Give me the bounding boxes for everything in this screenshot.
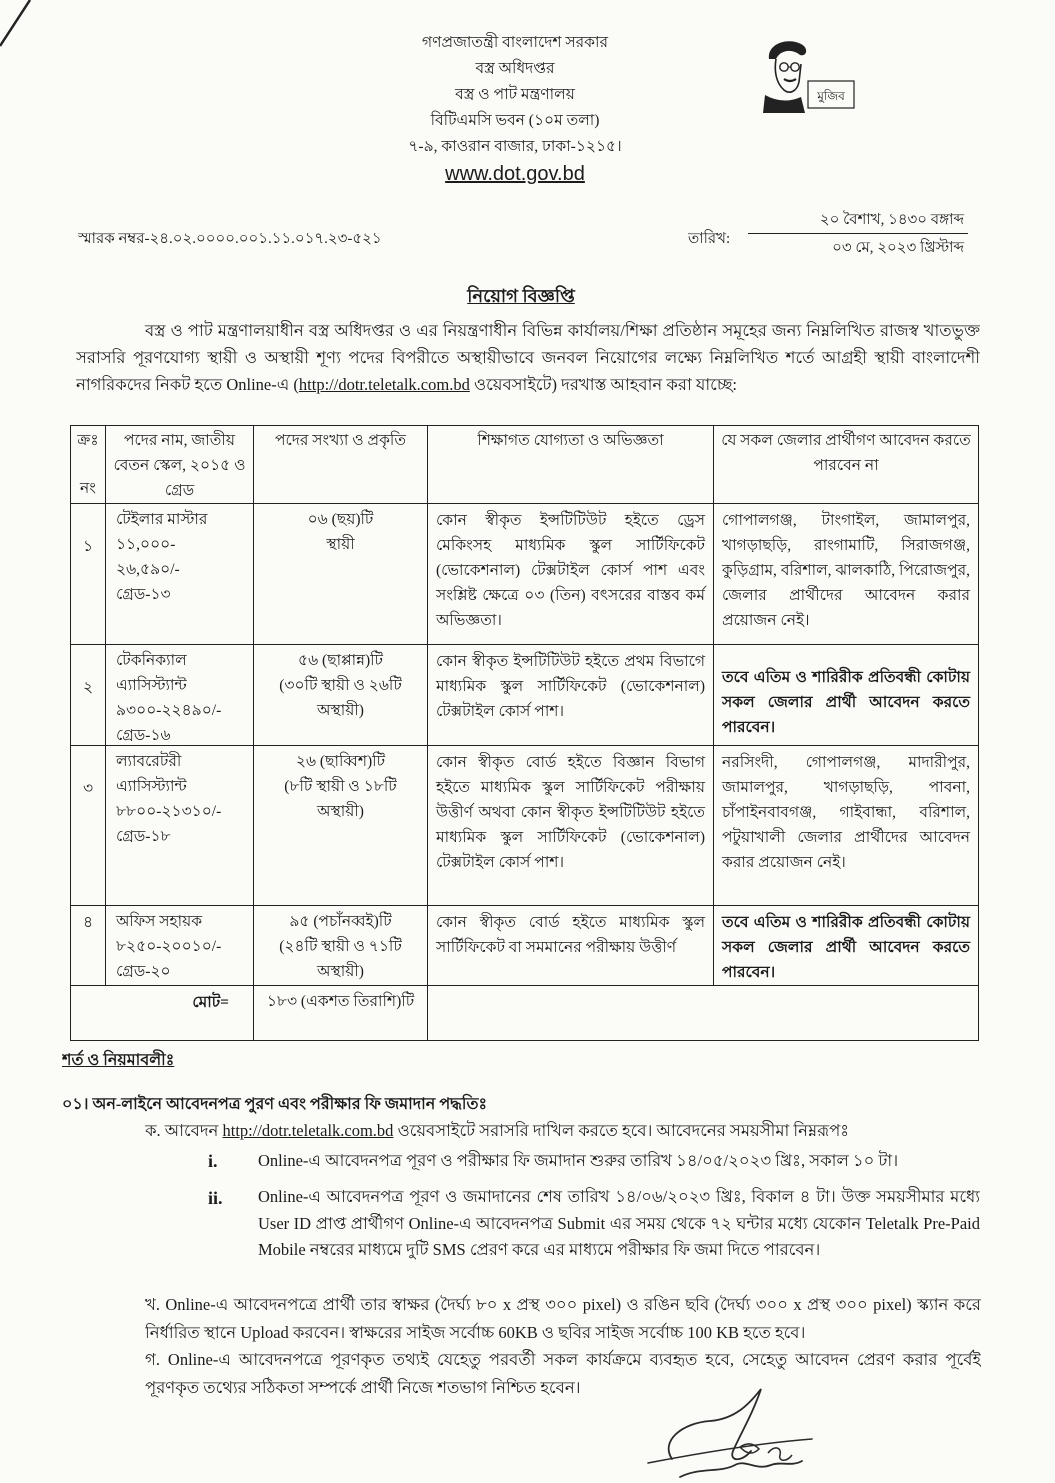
row-qualification: কোন স্বীকৃত ইন্সটিটিউট হইতে প্রথম বিভাগে মাধ্যমিক স্কুল সার্টিফিকেট (ভোকেশনাল) টেক্সটাইল কোর্স পাশ। — [428, 645, 714, 746]
date-bangla: ২০ বৈশাখ, ১৪৩০ বঙ্গাব্দ — [748, 208, 968, 234]
office-address: ৭-৯, কাওরান বাজার, ঢাকা-১২১৫। — [408, 138, 622, 155]
post-name-cont: এ্যাসিস্ট্যান্ট — [116, 677, 187, 694]
term-ka — [145, 1117, 983, 1145]
term-i-text: Online-এ আবেদনপত্র পূরণ ও পরীক্ষার ফি জমাদান শুরুর তারিখ ১৪/০৫/২০২৩ খ্রিঃ, সকাল ১০ টা। — [258, 1151, 899, 1170]
row-serial: ১ — [71, 504, 106, 645]
row-serial: ৪ — [71, 906, 106, 986]
post-name: টেকনিক্যাল — [116, 652, 187, 669]
post-count: ৫৬ (ছাপ্পান্ন)টি — [298, 652, 383, 669]
post-nature: (২৪টি স্থায়ী ও ৭১টি অস্থায়ী) — [279, 938, 402, 980]
total-value: ১৮৩ (একশত তিরাশি)টি — [254, 986, 428, 1041]
post-nature: (৮টি স্থায়ী ও ১৮টি অস্থায়ী) — [284, 778, 397, 820]
scan-edge-mark — [0, 0, 40, 50]
term-kha: খ. Online-এ আবেদনপত্রে প্রার্থী তার স্বাক্ষর (দৈর্ঘ্য ৮০ x প্রস্থ ৩০০ pixel) ও রঙিন ছবি (দৈর্ঘ্য ৩০০ x প্রস্থ ৩০০ pixel) স্ক্যান করে নির্ধারিত স্থানে Upload করবেন। স্বাক্ষরের সাইজ সর্বোচ্চ 60KB ও ছবির সাইজ সর্বোচ্চ 100 KB হতে হবে। — [145, 1295, 981, 1342]
ministry-name: বস্ত্র ও পাট মন্ত্রণালয় — [455, 86, 575, 103]
website-link: www.dot.gov.bd — [445, 163, 585, 185]
row-count — [254, 504, 428, 645]
post-count: ২৬ (ছাব্বিশ)টি — [295, 753, 386, 770]
row-qualification: কোন স্বীকৃত ইন্সটিটিউট হইতে ড্রেস মেকিংসহ মাধ্যমিক স্কুল সার্টিফিকেট (ভোকেশনাল) টেক্সটাইল কোর্স পাশ এবং সংশ্লিষ্ট ক্ষেত্রে ০৩ (তিন) বৎসরের বাস্তব কর্ম অভিজ্ঞতা। — [428, 504, 714, 645]
pay-scale: ৯৩০০-২২৪৯০/- — [116, 702, 222, 719]
row-count — [254, 746, 428, 906]
date-gregorian: ০৩ মে, ২০২৩ খ্রিস্টাব্দ — [832, 240, 964, 256]
page-title: নিয়োগ বিজ্ঞপ্তি — [467, 286, 575, 306]
pay-scale: ৮৮০০-২১৩১০/- — [116, 803, 222, 820]
post-nature: স্থায়ী — [326, 536, 355, 553]
total-label: মোট= — [71, 986, 254, 1041]
pay-scale: ৮২৫০-২০০১০/- — [116, 938, 222, 955]
row-count — [254, 645, 428, 746]
post-name-cont: এ্যাসিস্ট্যান্ট — [116, 778, 187, 795]
row-post — [106, 746, 254, 906]
row-districts: তবে এতিম ও শারিরীক প্রতিবন্ধী কোটায় সকল জেলার প্রার্থী আবেদন করতে পারবেন। — [714, 906, 979, 986]
signature-icon — [640, 1383, 820, 1481]
date-block — [748, 208, 968, 264]
header-serial — [71, 426, 106, 504]
row-districts: গোপালগঞ্জ, টাংগাইল, জামালপুর, খাগড়াছড়ি, রাংগামাটি, সিরাজগঞ্জ, কুড়িগ্রাম, বরিশাল, ঝালকাঠি, পিরোজপুর, জেলার প্রার্থীদের আবেদন করার প্রয়োজন নেই। — [714, 504, 979, 645]
post-name: টেইলার মাস্টার — [116, 511, 208, 528]
grade: গ্রেড-১৬ — [116, 727, 171, 744]
terms-heading: শর্ত ও নিয়মাবলীঃ — [62, 1052, 175, 1069]
row-post — [106, 906, 254, 986]
post-nature: (৩০টি স্থায়ী ও ২৬টি অস্থায়ী) — [279, 677, 402, 719]
term-ii-text: Online-এ আবেদনপত্র পূরণ ও জমাদানের শেষ তারিখ ১৪/০৬/২০২৩ খ্রিঃ, বিকাল ৪ টা। উক্ত সময়সীমার মধ্যে User ID প্রাপ্ত প্রার্থীগণ Online-এ আবেদনপত্র Submit এর সময় থেকে ৭২ ঘন্টার মধ্যে যেকোন Teletalk Pre-Paid Mobile নম্বরের মাধ্যমে দুটি SMS প্রেরণ করে এর মাধ্যমে পরীক্ষার ফি জমা দিতে পারবেন। — [258, 1187, 980, 1259]
grade: গ্রেড-১৩ — [116, 586, 171, 603]
pay-scale-start: ১১,০০০- — [116, 536, 176, 553]
header-serial-bottom: নং — [80, 480, 96, 497]
term-ii-label: ii. — [208, 1188, 223, 1208]
row-districts: নরসিংদী, গোপালগঞ্জ, মাদারীপুর, জামালপুর, খাগড়াছড়ি, পাবনা, চাঁপাইনবাবগঞ্জ, গাইবান্ধা, বরিশাল, পটুয়াখালী জেলার প্রার্থীদের আবেদন করার প্রয়োজন নেই। — [714, 746, 979, 906]
term-01-title: ০১। অন-লাইনে আবেদনপত্র পুরণ এবং পরীক্ষার ফি জমাদান পদ্ধতিঃ — [62, 1096, 488, 1113]
term-ka-text: ক. আবেদন — [145, 1121, 223, 1140]
date-label: তারিখ: — [688, 231, 731, 247]
intro-text-end: ওয়েবসাইটে) দরখাস্ত আহবান করা যাচ্ছে: — [469, 375, 738, 394]
header-post: পদের নাম, জাতীয় বেতন স্কেল, ২০১৫ ও গ্রেড — [106, 426, 254, 504]
vacancy-table — [70, 425, 979, 1041]
logo-lettering: মুজিব — [817, 89, 845, 103]
intro-text: বস্ত্র ও পাট মন্ত্রণালয়াধীন বস্ত্র অধিদপ্তর ও এর নিয়ন্ত্রণাধীন বিভিন্ন কার্যালয়/শিক্ষা প্রতিষ্ঠান সমূহের জন্য নিম্নলিখিত রাজস্ব খাতভুক্ত সরাসরি পূরণযোগ্য স্থায়ী ও অস্থায়ী শূণ্য পদের বিপরীতে অস্থায়ীভাবে জনবল নিয়োগের লক্ষ্যে নিম্নলিখিত শর্তে আগ্রহী স্থায়ী বাংলাদেশী নাগরিকদের নিকট হতে Online-এ ( — [76, 321, 980, 394]
department-name: বস্ত্র অধিদপ্তর — [475, 60, 555, 77]
grade: গ্রেড-১৮ — [116, 828, 171, 845]
row-count — [254, 906, 428, 986]
mujib-borsho-logo-icon — [755, 35, 870, 115]
row-districts: তবে এতিম ও শারিরীক প্রতিবন্ধী কোটায় সকল জেলার প্রার্থী আবেদন করতে পারবেন। — [714, 645, 979, 746]
application-url-link: http://dotr.teletalk.com.bd — [222, 1121, 394, 1140]
term-gha: গ. Online-এ আবেদনপত্রে পূরণকৃত তথ্যই যেহেতু পরবর্তী সকল কার্যক্রমে ব্যবহৃত হবে, সেহেতু আবেদন প্রেরণ করার পূর্বেই পূরণকৃত তথ্যের সঠিকতা সম্পর্কে প্রার্থী নিজে শতভাগ নিশ্চিত হবেন। — [145, 1350, 981, 1397]
post-name: ল্যাবরেটরী — [116, 753, 182, 770]
pay-scale-end: ২৬,৫৯০/- — [116, 561, 180, 578]
term-ka-text-end: ওয়েবসাইটে সরাসরি দাখিল করতে হবে। আবেদনের সময়সীমা নিম্নরূপঃ — [393, 1121, 850, 1140]
row-qualification: কোন স্বীকৃত বোর্ড হইতে বিজ্ঞান বিভাগ হইতে মাধ্যমিক স্কুল সার্টিফিকেট পরীক্ষায় উত্তীর্ণ অথবা কোন স্বীকৃত ইন্সটিটিউট হইতে মাধ্যমিক স্কুল সার্টিফিকেট (ভোকেশনাল) টেক্সটাইল কোর্স পাশ। — [428, 746, 714, 906]
row-qualification: কোন স্বীকৃত বোর্ড হইতে মাধ্যমিক স্কুল সার্টিফিকেট বা সমমানের পরীক্ষায় উত্তীর্ণ — [428, 906, 714, 986]
letterhead — [290, 30, 740, 192]
header-count: পদের সংখ্যা ও প্রকৃতি — [254, 426, 428, 504]
header-serial-top: ক্রঃ — [77, 432, 99, 449]
row-serial: ৩ — [71, 746, 106, 906]
row-post — [106, 645, 254, 746]
total-empty-cell — [428, 986, 979, 1041]
post-count: ৯৫ (পচাঁনব্বই)টি — [289, 913, 392, 930]
government-name: গণপ্রজাতন্ত্রী বাংলাদেশ সরকার — [421, 34, 609, 51]
row-post — [106, 504, 254, 645]
post-count: ০৬ (ছয়)টি — [307, 511, 374, 528]
memo-number: স্মারক নম্বর-২৪.০২.০০০০.০০১.১১.০১৭.২৩-৫২১ — [78, 231, 382, 247]
header-districts: যে সকল জেলার প্রার্থীগণ আবেদন করতে পারবেন না — [714, 426, 979, 504]
header-qualification: শিক্ষাগত যোগ্যতা ও অভিজ্ঞতা — [428, 426, 714, 504]
intro-paragraph — [76, 317, 980, 421]
application-url-link: http://dotr.teletalk.com.bd — [298, 375, 470, 394]
building-name: বিটিএমসি ভবন (১০ম তলা) — [430, 112, 600, 129]
term-i-label: i. — [208, 1151, 218, 1171]
row-serial: ২ — [71, 645, 106, 746]
grade: গ্রেড-২০ — [116, 963, 171, 980]
post-name: অফিস সহায়ক — [116, 913, 203, 930]
